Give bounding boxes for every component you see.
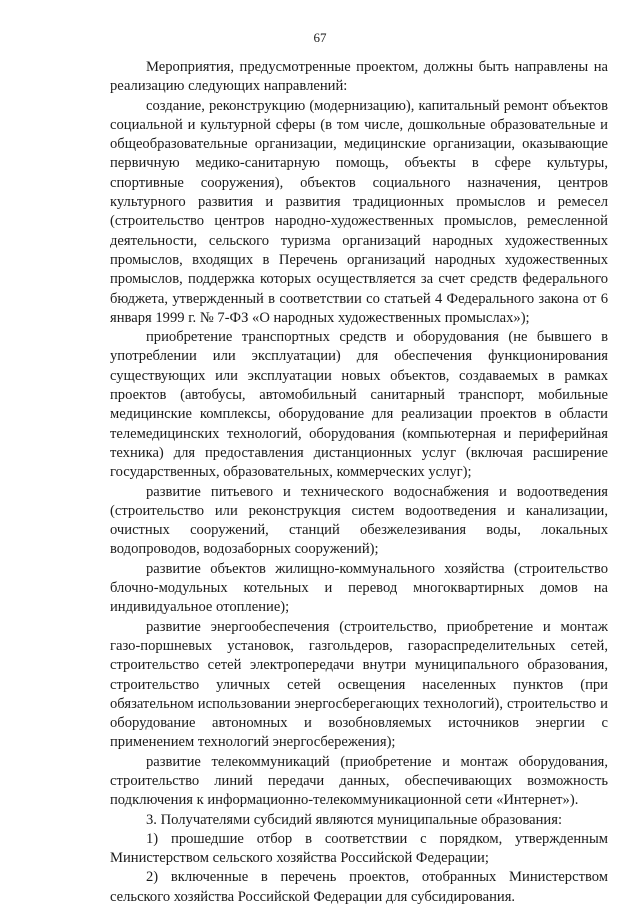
paragraph-housing-utilities: развитие объектов жилищно-коммунального хозяйства (строительство блочно-модульных котельных и перевод многоквартирных домов на индивидуальное отопление);	[110, 560, 608, 616]
paragraph-item-1: 1) прошедшие отбор в соответствии с порядком, утвержденным Министерством сельского хозяйства Российской Федерации;	[110, 830, 608, 867]
document-body	[110, 58, 608, 907]
paragraph-social-culture: создание, реконструкцию (модернизацию), капитальный ремонт объектов социальной и культурной сферы (в том числе, дошкольные образовательные и общеобразовательные организации, медицинские организации, оказывающие первичную медико-санитарную помощь, объекты в сфере культуры, спортивные сооружения), объектов социального назначения, центров культурного развития и развития традиционных промыслов и ремесел (строительство центров народно-художественных промыслов, ремесленной деятельности, сельского туризма организаций народных художественных промыслов, входящих в Перечень организаций народных художественных промыслов, поддержка которых осуществляется за счет средств федерального бюджета, утвержденный в соответствии со статьей 4 Федерального закона от 6 января 1999 г. № 7-ФЗ «О народных художественных промыслах»);	[110, 97, 608, 326]
paragraph-item-2: 2) включенные в перечень проектов, отобранных Министерством сельского хозяйства Российской Федерации для субсидирования.	[110, 869, 608, 905]
paragraph-intro: Мероприятия, предусмотренные проектом, должны быть направлены на реализацию следующих направлений:	[110, 59, 608, 95]
paragraph-transport: приобретение транспортных средств и оборудования (не бывшего в употреблении или эксплуатации) для обеспечения функционирования существующих или эксплуатации новых объектов, создаваемых в рамках проектов (автобусы, автомобильный санитарный транспорт, мобильные медицинские комплексы, оборудование для реализации проектов в области телемедицинских технологий, оборудования (компьютерная и периферийная техника) для предоставления дистанционных услуг (включая расширение государственных, образовательных, коммерческих услуг);	[110, 329, 608, 481]
page-number: 67	[313, 30, 327, 45]
paragraph-telecom: развитие телекоммуникаций (приобретение и монтаж оборудования, строительство линий передачи данных, обеспечивающих возможность подключения к информационно-телекоммуникационной сети «Интернет»).	[110, 753, 608, 809]
paragraph-energy: развитие энергообеспечения (строительство, приобретение и монтаж газо-поршневых установок, газгольдеров, газораспределительных сетей, строительство сетей электропередачи внутри муниципального образования, строительство уличных сетей освещения населенных пунктов (при обязательном использовании энергосберегающих технологий), строительство и оборудование автономных и возобновляемых источников энергии с применением технологий энергосбережения);	[110, 618, 608, 751]
paragraph-recipients: 3. Получателями субсидий являются муниципальные образования:	[146, 811, 563, 828]
paragraph-water-supply: развитие питьевого и технического водоснабжения и водоотведения (строительство или реконструкция систем водоотведения и канализации, очистных сооружений, станций обезжелезивания воды, локальных водопроводов, водозаборных сооружений);	[110, 483, 608, 558]
